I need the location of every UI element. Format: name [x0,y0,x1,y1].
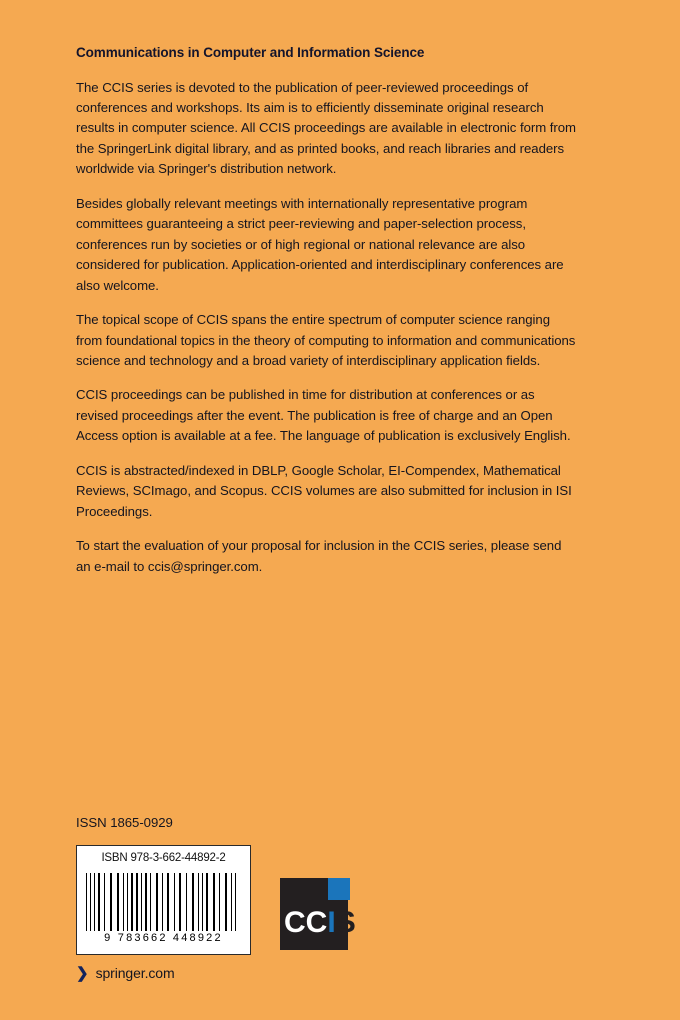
isbn-text: ISBN 978-3-662-44892-2 [101,852,226,864]
chevron-right-icon: ❯ [76,964,89,982]
springer-com-link[interactable] [76,965,175,981]
paragraph-1: The CCIS series is devoted to the publication of peer-reviewed proceedings of conferences and workshops. Its aim is to efficiently disseminate original research results in computer science. All CCIS proceedings are available in electronic form from the SpringerLink digital library, and as printed books, and reach libraries and readers worldwide via Springer's distribution network. [76,79,576,177]
ccis-logo-text: CCIS [284,906,356,939]
page-title: Communications in Computer and Information Science [76,45,425,60]
series-description-block [76,44,576,591]
paragraph-5: CCIS is abstracted/indexed in DBLP, Google Scholar, EI-Compendex, Mathematical Reviews, SCImago, and Scopus. CCIS volumes are also submitted for inclusion in ISI Proceedings. [76,462,572,519]
issn-text: ISSN 1865-0929 [76,815,173,830]
isbn-barcode [76,845,251,955]
ccis-logo-blue-square [328,878,350,900]
springer-com-label: springer.com [95,965,175,981]
paragraph-2: Besides globally relevant meetings with internationally representative program committees guaranteeing a strict peer-reviewing and paper-selection process, conferences run by societies or of high regional or national relevance are also considered for publication. Application-oriented and interdisciplinary conferences are also welcome. [76,195,564,293]
paragraph-6: To start the evaluation of your proposal for inclusion in the CCIS series, please send an e-mail to ccis@springer.com. [76,538,562,574]
paragraph-4: CCIS proceedings can be published in time for distribution at conferences or as revised proceedings after the event. The publication is free of charge and an Open Access option is available at a fee. The language of publication is exclusively English. [76,387,571,444]
barcode-bars [86,873,243,931]
barcode-digits: 9 783662 448922 [104,932,223,944]
paragraph-3: The topical scope of CCIS spans the entire spectrum of computer science ranging from foundational topics in the theory of computing to information and communications science and technology and a broad variety of interdisciplinary application fields. [76,312,576,368]
ccis-logo [280,878,372,950]
